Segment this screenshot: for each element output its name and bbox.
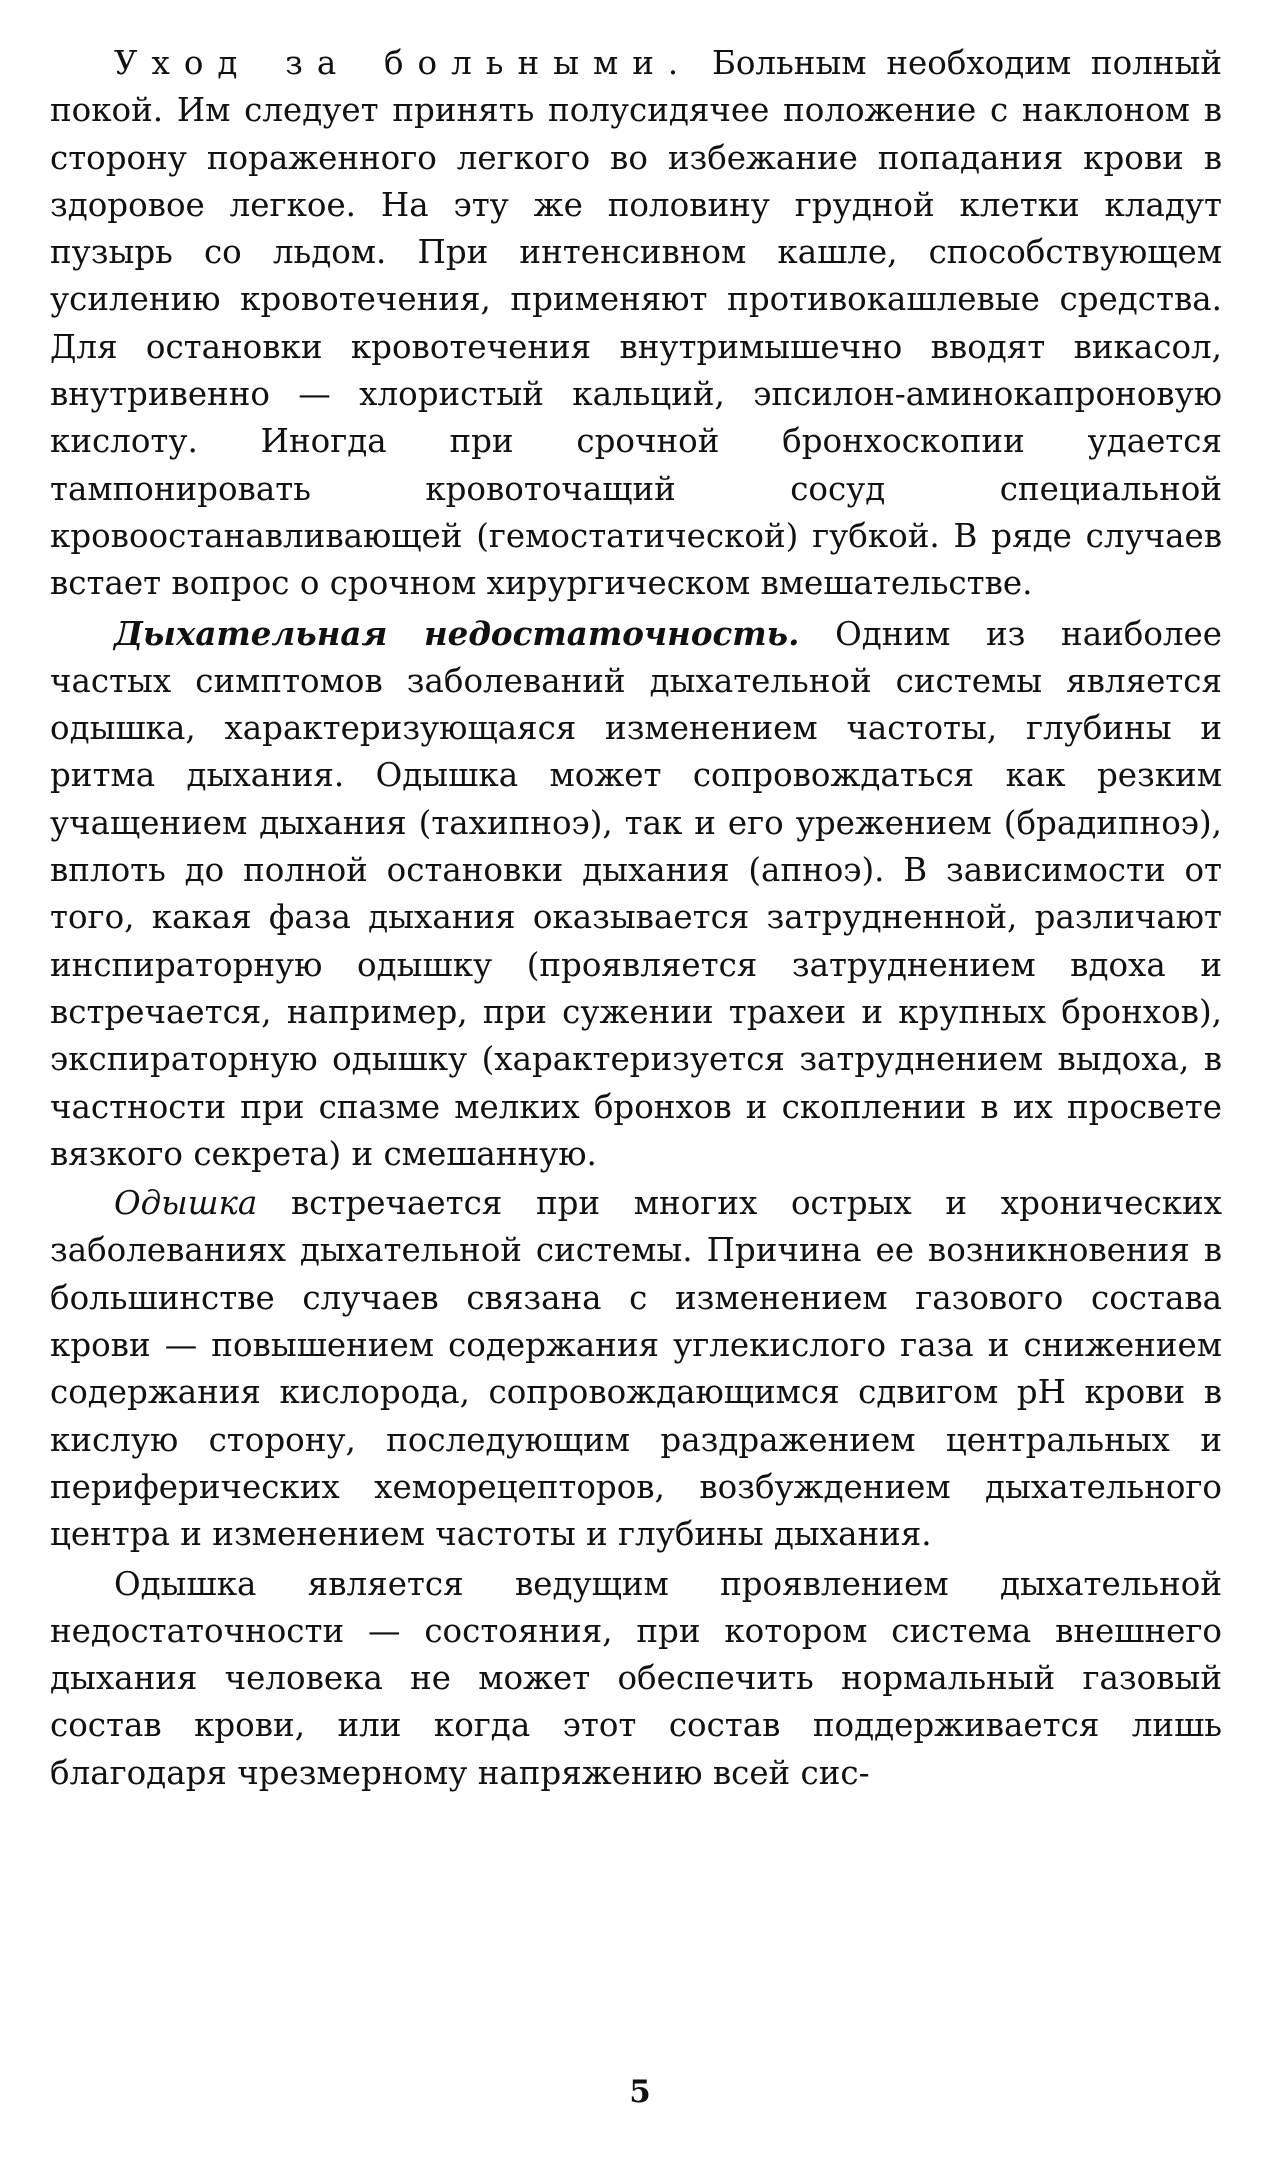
paragraph-respiratory-failure — [50, 610, 1222, 1179]
paragraph-patient-care — [50, 40, 1222, 608]
paragraph-dyspnea-causes — [50, 1180, 1222, 1558]
page-number: 5 — [629, 2074, 651, 2110]
run-in-heading-patient-care: Уход за больными. — [114, 44, 693, 82]
paragraph-body: встречается при многих острых и хронических заболеваниях дыхательной системы. Причина ее возникновения в большинстве случаев связана с изменением газового состава крови — повышением содержания углекислого газа и снижением содержания кислорода, сопровождающимся сдвигом pH крови в кислую сторону, последующим раздражением центральных и периферических хеморецепторов, возбуждением дыхательного центра и изменением частоты и глубины дыхания. — [50, 1184, 1222, 1554]
run-in-heading-respiratory-failure: Дыхательная недостаточность. — [114, 613, 800, 653]
paragraph-body: Одним из наиболее частых симптомов заболеваний дыхательной системы является одышка, характеризующаяся изменением частоты, глубины и ритма дыхания. Одышка может сопровождаться как резким учащением дыхания (тахипноэ), так и его урежением (брадипноэ), вплоть до полной остановки дыхания (апноэ). В зависимости от того, какая фаза дыхания оказывается затрудненной, различают инспираторную одышку (проявляется затруднением вдоха и встречается, например, при сужении трахеи и крупных бронхов), экспираторную одышку (характеризуется затруднением выдоха, в частности при спазме мелких бронхов и скоплении в их просвете вязкого секрета) и смешанную. — [50, 614, 1222, 1173]
paragraph-body: Одышка является ведущим проявлением дыхательной недостаточности — состояния, при котором система внешнего дыхания человека не может обеспечить нормальный газовый состав крови, или когда этот состав поддерживается лишь благодаря чрезмерному напряжению всей сис- — [50, 1564, 1222, 1792]
paragraph-body: Больным необходим полный покой. Им следует принять полусидячее положение с наклоном в сторону пораженного легкого во избежание попадания крови в здоровое легкое. На эту же половину грудной клетки кладут пузырь со льдом. При интенсивном кашле, способствующем усилению кровотечения, применяют противокашлевые средства. Для остановки кровотечения внутримышечно вводят викасол, внутривенно — хлористый кальций, эпсилон-аминокапроновую кислоту. Иногда при срочной бронхоскопии удается тампонировать кровоточащий сосуд специальной кровоостанавливающей (гемостатической) губкой. В ряде случаев встает вопрос о срочном хирургическом вмешательстве. — [50, 44, 1222, 603]
page-text — [50, 40, 1222, 1797]
paragraph-dyspnea-definition — [50, 1561, 1222, 1797]
italic-term-dyspnea: Одышка — [114, 1184, 258, 1223]
